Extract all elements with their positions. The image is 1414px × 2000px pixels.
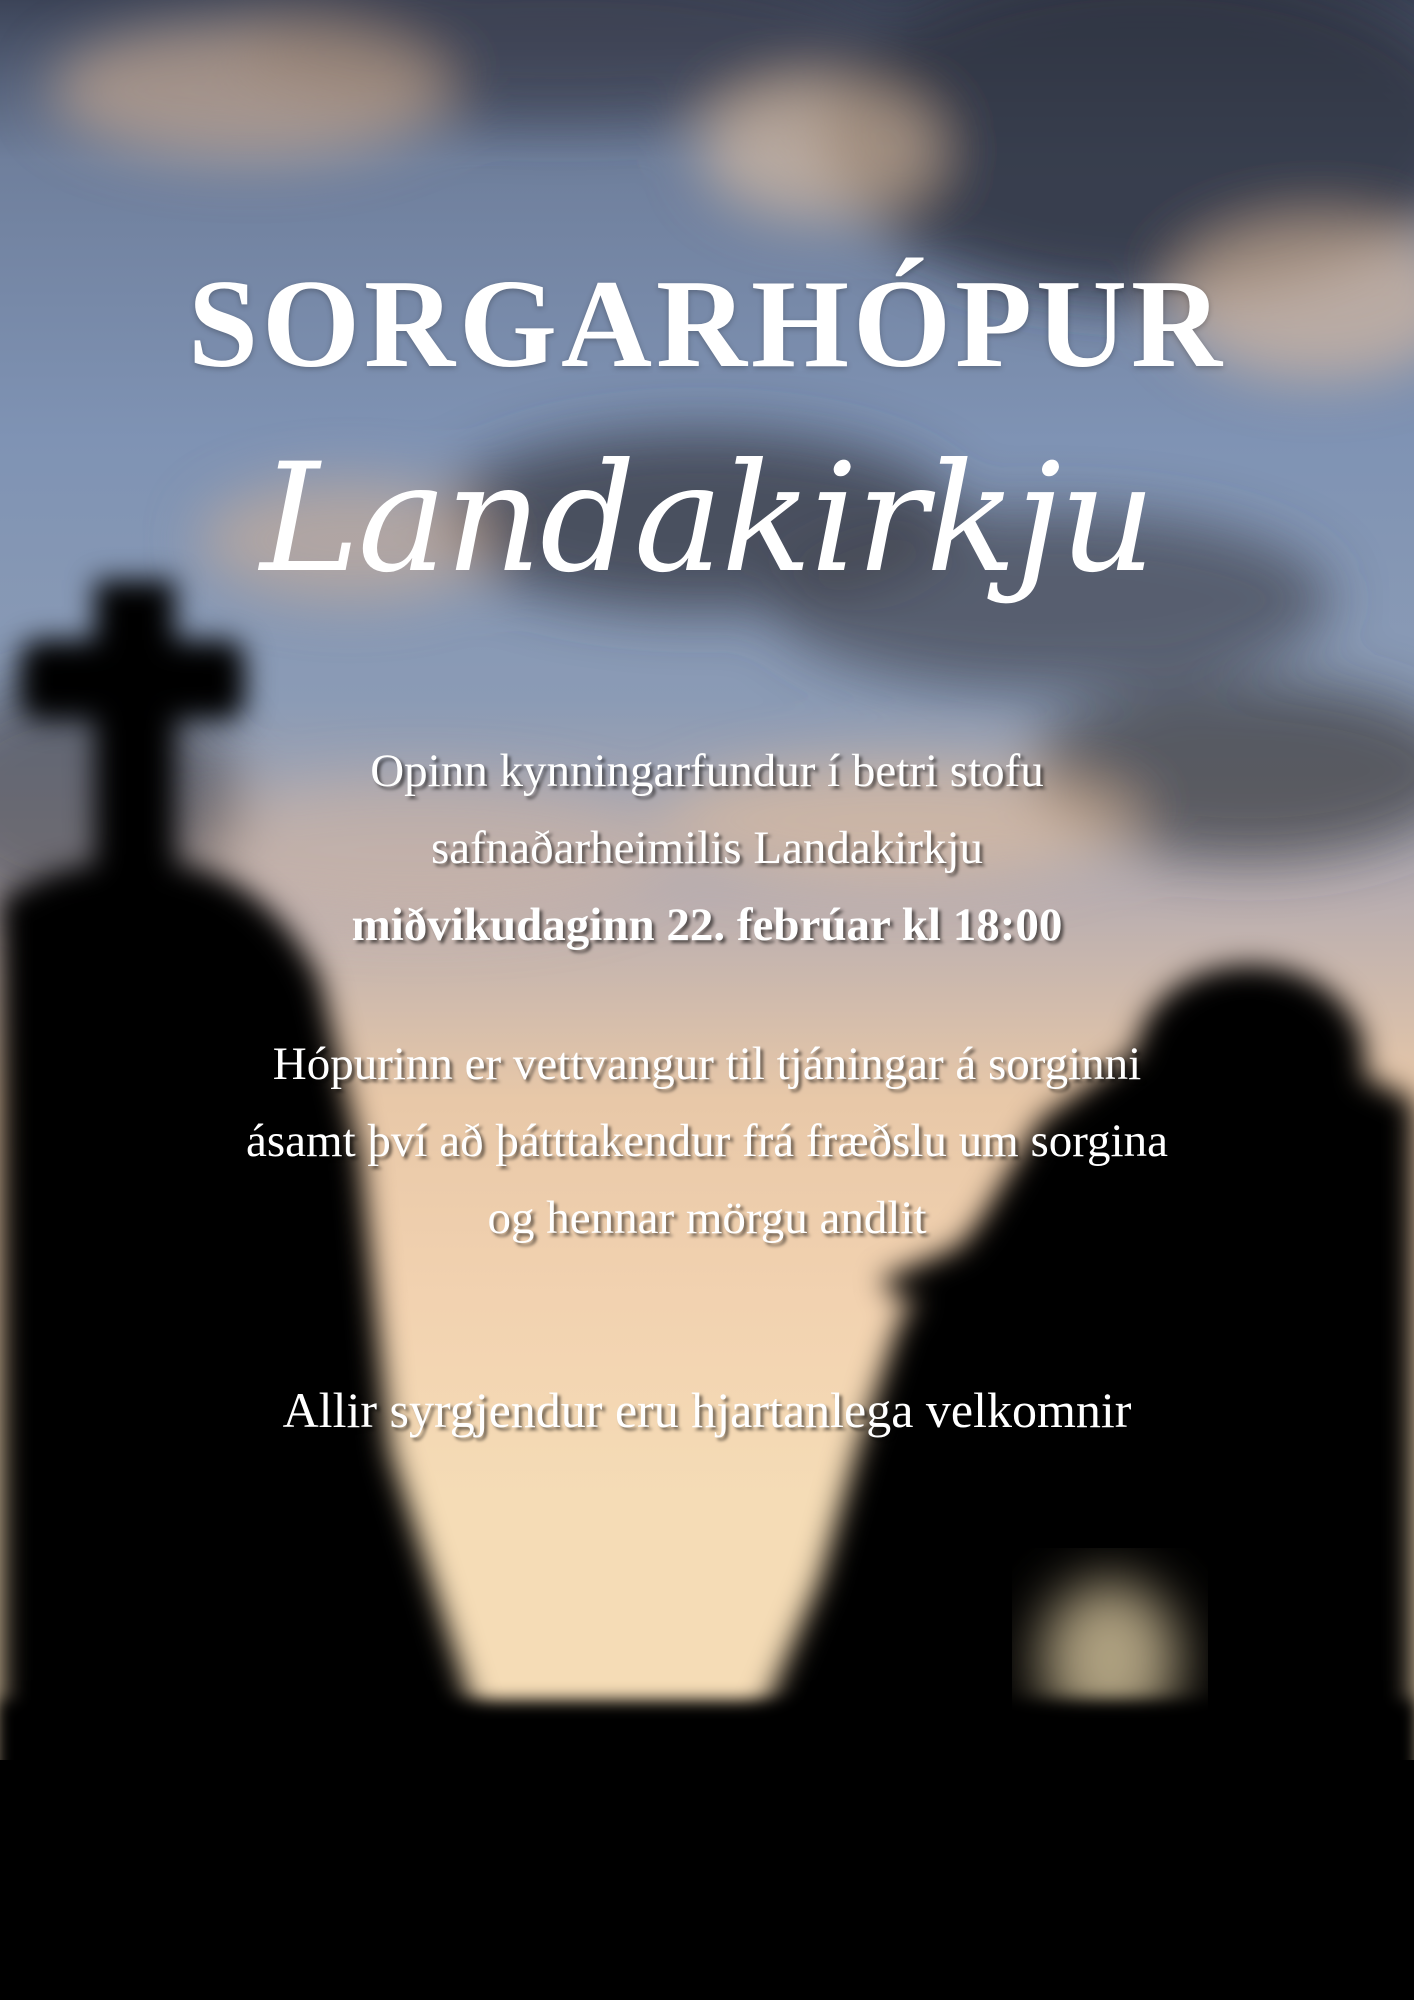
script-subtitle [0, 380, 1414, 670]
info-line-2: safnaðarheimilis Landakirkju [430, 822, 984, 874]
script-subtitle-text: Landakirkju [260, 432, 1154, 606]
meeting-date-time: miðvikudaginn 22. febrúar kl 18:00 [351, 899, 1063, 951]
meeting-info [0, 733, 1414, 964]
description-line-1: Hópurinn er vettvangur til tjáningar á sorginni [272, 1038, 1142, 1090]
poster-title: SORGARHÓPUR [187, 255, 1227, 394]
welcome-message: Allir syrgjendur eru hjartanlega velkomnir [282, 1382, 1132, 1438]
group-description [0, 1026, 1414, 1257]
description-line-2: ásamt því að þátttakendur frá fræðslu um sorgina [246, 1115, 1168, 1167]
info-line-1: Opinn kynningarfundur í betri stofu [370, 745, 1044, 797]
description-line-3: og hennar mörgu andlit [487, 1192, 927, 1244]
